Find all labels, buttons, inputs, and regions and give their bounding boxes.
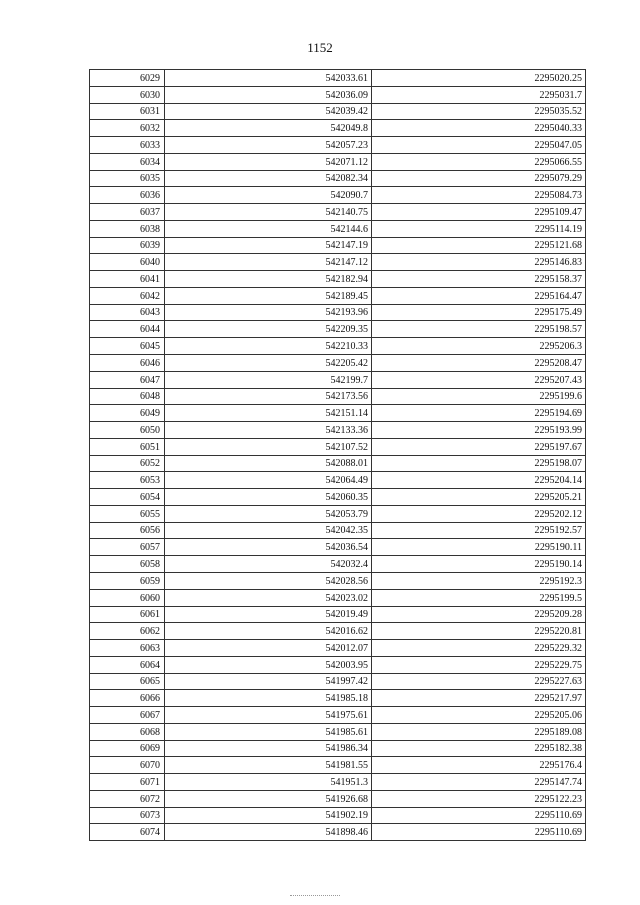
point-id-cell: 6070 xyxy=(90,757,165,774)
y-coordinate-cell: 2295020.25 xyxy=(372,70,586,87)
y-coordinate-cell: 2295205.21 xyxy=(372,489,586,506)
y-coordinate-cell: 2295205.06 xyxy=(372,707,586,724)
point-id-cell: 6067 xyxy=(90,707,165,724)
point-id-cell: 6036 xyxy=(90,187,165,204)
y-coordinate-cell: 2295158.37 xyxy=(372,271,586,288)
table-row xyxy=(90,824,586,841)
x-coordinate-cell: 542082.34 xyxy=(165,170,372,187)
table-row xyxy=(90,489,586,506)
table-row xyxy=(90,640,586,657)
point-id-cell: 6034 xyxy=(90,153,165,170)
y-coordinate-cell: 2295208.47 xyxy=(372,355,586,372)
point-id-cell: 6046 xyxy=(90,355,165,372)
y-coordinate-cell: 2295209.28 xyxy=(372,606,586,623)
table-row xyxy=(90,120,586,137)
table-row xyxy=(90,355,586,372)
table-row xyxy=(90,589,586,606)
point-id-cell: 6066 xyxy=(90,690,165,707)
y-coordinate-cell: 2295066.55 xyxy=(372,153,586,170)
point-id-cell: 6054 xyxy=(90,489,165,506)
table-row xyxy=(90,405,586,422)
table-row xyxy=(90,70,586,87)
point-id-cell: 6040 xyxy=(90,254,165,271)
table-row xyxy=(90,522,586,539)
y-coordinate-cell: 2295197.67 xyxy=(372,438,586,455)
point-id-cell: 6047 xyxy=(90,371,165,388)
y-coordinate-cell: 2295190.11 xyxy=(372,539,586,556)
y-coordinate-cell: 2295047.05 xyxy=(372,137,586,154)
table-row xyxy=(90,673,586,690)
table-row xyxy=(90,254,586,271)
point-id-cell: 6058 xyxy=(90,556,165,573)
table-row xyxy=(90,723,586,740)
table-row xyxy=(90,338,586,355)
y-coordinate-cell: 2295229.32 xyxy=(372,640,586,657)
table-row xyxy=(90,707,586,724)
table-row xyxy=(90,472,586,489)
x-coordinate-cell: 542210.33 xyxy=(165,338,372,355)
x-coordinate-cell: 541997.42 xyxy=(165,673,372,690)
point-id-cell: 6062 xyxy=(90,623,165,640)
x-coordinate-cell: 541985.18 xyxy=(165,690,372,707)
table-row xyxy=(90,388,586,405)
x-coordinate-cell: 542028.56 xyxy=(165,572,372,589)
x-coordinate-cell: 542173.56 xyxy=(165,388,372,405)
x-coordinate-cell: 542107.52 xyxy=(165,438,372,455)
coordinate-table xyxy=(89,69,586,841)
table-row xyxy=(90,422,586,439)
x-coordinate-cell: 542182.94 xyxy=(165,271,372,288)
table-row xyxy=(90,321,586,338)
table-row xyxy=(90,170,586,187)
table-row xyxy=(90,807,586,824)
table-row xyxy=(90,606,586,623)
x-coordinate-cell: 542012.07 xyxy=(165,640,372,657)
x-coordinate-cell: 542023.02 xyxy=(165,589,372,606)
point-id-cell: 6057 xyxy=(90,539,165,556)
x-coordinate-cell: 542036.54 xyxy=(165,539,372,556)
x-coordinate-cell: 542151.14 xyxy=(165,405,372,422)
point-id-cell: 6039 xyxy=(90,237,165,254)
y-coordinate-cell: 2295199.6 xyxy=(372,388,586,405)
x-coordinate-cell: 542199.7 xyxy=(165,371,372,388)
point-id-cell: 6056 xyxy=(90,522,165,539)
point-id-cell: 6064 xyxy=(90,656,165,673)
y-coordinate-cell: 2295182.38 xyxy=(372,740,586,757)
scan-artifact-divider xyxy=(290,895,340,897)
table-row xyxy=(90,438,586,455)
y-coordinate-cell: 2295202.12 xyxy=(372,505,586,522)
point-id-cell: 6048 xyxy=(90,388,165,405)
x-coordinate-cell: 542088.01 xyxy=(165,455,372,472)
table-row xyxy=(90,204,586,221)
x-coordinate-cell: 541981.55 xyxy=(165,757,372,774)
x-coordinate-cell: 542205.42 xyxy=(165,355,372,372)
x-coordinate-cell: 542049.8 xyxy=(165,120,372,137)
x-coordinate-cell: 542003.95 xyxy=(165,656,372,673)
point-id-cell: 6033 xyxy=(90,137,165,154)
point-id-cell: 6037 xyxy=(90,204,165,221)
table-row xyxy=(90,774,586,791)
table-row xyxy=(90,505,586,522)
table-row xyxy=(90,237,586,254)
x-coordinate-cell: 541985.61 xyxy=(165,723,372,740)
point-id-cell: 6074 xyxy=(90,824,165,841)
x-coordinate-cell: 541926.68 xyxy=(165,790,372,807)
x-coordinate-cell: 542147.19 xyxy=(165,237,372,254)
y-coordinate-cell: 2295229.75 xyxy=(372,656,586,673)
point-id-cell: 6050 xyxy=(90,422,165,439)
x-coordinate-cell: 542071.12 xyxy=(165,153,372,170)
x-coordinate-cell: 542019.49 xyxy=(165,606,372,623)
point-id-cell: 6055 xyxy=(90,505,165,522)
table-row xyxy=(90,740,586,757)
point-id-cell: 6073 xyxy=(90,807,165,824)
y-coordinate-cell: 2295035.52 xyxy=(372,103,586,120)
table-row xyxy=(90,572,586,589)
point-id-cell: 6068 xyxy=(90,723,165,740)
x-coordinate-cell: 542042.35 xyxy=(165,522,372,539)
x-coordinate-cell: 542032.4 xyxy=(165,556,372,573)
y-coordinate-cell: 2295198.07 xyxy=(372,455,586,472)
y-coordinate-cell: 2295121.68 xyxy=(372,237,586,254)
x-coordinate-cell: 542060.35 xyxy=(165,489,372,506)
x-coordinate-cell: 542193.96 xyxy=(165,304,372,321)
point-id-cell: 6045 xyxy=(90,338,165,355)
x-coordinate-cell: 541986.34 xyxy=(165,740,372,757)
x-coordinate-cell: 542016.62 xyxy=(165,623,372,640)
point-id-cell: 6069 xyxy=(90,740,165,757)
point-id-cell: 6029 xyxy=(90,70,165,87)
point-id-cell: 6072 xyxy=(90,790,165,807)
table-row xyxy=(90,790,586,807)
y-coordinate-cell: 2295193.99 xyxy=(372,422,586,439)
coordinate-table-body xyxy=(90,70,586,841)
x-coordinate-cell: 542036.09 xyxy=(165,86,372,103)
x-coordinate-cell: 542033.61 xyxy=(165,70,372,87)
y-coordinate-cell: 2295217.97 xyxy=(372,690,586,707)
y-coordinate-cell: 2295079.29 xyxy=(372,170,586,187)
x-coordinate-cell: 542209.35 xyxy=(165,321,372,338)
point-id-cell: 6059 xyxy=(90,572,165,589)
x-coordinate-cell: 541902.19 xyxy=(165,807,372,824)
point-id-cell: 6052 xyxy=(90,455,165,472)
point-id-cell: 6041 xyxy=(90,271,165,288)
table-row xyxy=(90,137,586,154)
point-id-cell: 6044 xyxy=(90,321,165,338)
page-number: 1152 xyxy=(307,40,333,55)
point-id-cell: 6032 xyxy=(90,120,165,137)
y-coordinate-cell: 2295031.7 xyxy=(372,86,586,103)
y-coordinate-cell: 2295190.14 xyxy=(372,556,586,573)
y-coordinate-cell: 2295147.74 xyxy=(372,774,586,791)
point-id-cell: 6060 xyxy=(90,589,165,606)
x-coordinate-cell: 542064.49 xyxy=(165,472,372,489)
point-id-cell: 6038 xyxy=(90,220,165,237)
y-coordinate-cell: 2295220.81 xyxy=(372,623,586,640)
y-coordinate-cell: 2295122.23 xyxy=(372,790,586,807)
point-id-cell: 6051 xyxy=(90,438,165,455)
point-id-cell: 6071 xyxy=(90,774,165,791)
table-row xyxy=(90,539,586,556)
y-coordinate-cell: 2295175.49 xyxy=(372,304,586,321)
point-id-cell: 6053 xyxy=(90,472,165,489)
table-row xyxy=(90,220,586,237)
y-coordinate-cell: 2295207.43 xyxy=(372,371,586,388)
table-row xyxy=(90,103,586,120)
x-coordinate-cell: 541975.61 xyxy=(165,707,372,724)
x-coordinate-cell: 542189.45 xyxy=(165,287,372,304)
table-row xyxy=(90,455,586,472)
point-id-cell: 6065 xyxy=(90,673,165,690)
y-coordinate-cell: 2295146.83 xyxy=(372,254,586,271)
y-coordinate-cell: 2295194.69 xyxy=(372,405,586,422)
y-coordinate-cell: 2295040.33 xyxy=(372,120,586,137)
point-id-cell: 6030 xyxy=(90,86,165,103)
table-row xyxy=(90,623,586,640)
y-coordinate-cell: 2295199.5 xyxy=(372,589,586,606)
y-coordinate-cell: 2295109.47 xyxy=(372,204,586,221)
table-row xyxy=(90,287,586,304)
table-row xyxy=(90,371,586,388)
y-coordinate-cell: 2295110.69 xyxy=(372,824,586,841)
table-row xyxy=(90,187,586,204)
point-id-cell: 6031 xyxy=(90,103,165,120)
table-row xyxy=(90,690,586,707)
x-coordinate-cell: 542053.79 xyxy=(165,505,372,522)
table-row xyxy=(90,271,586,288)
y-coordinate-cell: 2295192.3 xyxy=(372,572,586,589)
x-coordinate-cell: 541898.46 xyxy=(165,824,372,841)
table-row xyxy=(90,304,586,321)
y-coordinate-cell: 2295114.19 xyxy=(372,220,586,237)
table-row xyxy=(90,656,586,673)
x-coordinate-cell: 542057.23 xyxy=(165,137,372,154)
x-coordinate-cell: 542133.36 xyxy=(165,422,372,439)
point-id-cell: 6049 xyxy=(90,405,165,422)
table-row xyxy=(90,757,586,774)
x-coordinate-cell: 542039.42 xyxy=(165,103,372,120)
x-coordinate-cell: 542147.12 xyxy=(165,254,372,271)
y-coordinate-cell: 2295227.63 xyxy=(372,673,586,690)
point-id-cell: 6042 xyxy=(90,287,165,304)
y-coordinate-cell: 2295189.08 xyxy=(372,723,586,740)
point-id-cell: 6063 xyxy=(90,640,165,657)
y-coordinate-cell: 2295198.57 xyxy=(372,321,586,338)
y-coordinate-cell: 2295206.3 xyxy=(372,338,586,355)
table-row xyxy=(90,153,586,170)
table-row xyxy=(90,86,586,103)
point-id-cell: 6061 xyxy=(90,606,165,623)
y-coordinate-cell: 2295164.47 xyxy=(372,287,586,304)
point-id-cell: 6035 xyxy=(90,170,165,187)
y-coordinate-cell: 2295204.14 xyxy=(372,472,586,489)
y-coordinate-cell: 2295110.69 xyxy=(372,807,586,824)
y-coordinate-cell: 2295176.4 xyxy=(372,757,586,774)
x-coordinate-cell: 542144.6 xyxy=(165,220,372,237)
x-coordinate-cell: 541951.3 xyxy=(165,774,372,791)
x-coordinate-cell: 542140.75 xyxy=(165,204,372,221)
table-row xyxy=(90,556,586,573)
x-coordinate-cell: 542090.7 xyxy=(165,187,372,204)
y-coordinate-cell: 2295192.57 xyxy=(372,522,586,539)
point-id-cell: 6043 xyxy=(90,304,165,321)
y-coordinate-cell: 2295084.73 xyxy=(372,187,586,204)
